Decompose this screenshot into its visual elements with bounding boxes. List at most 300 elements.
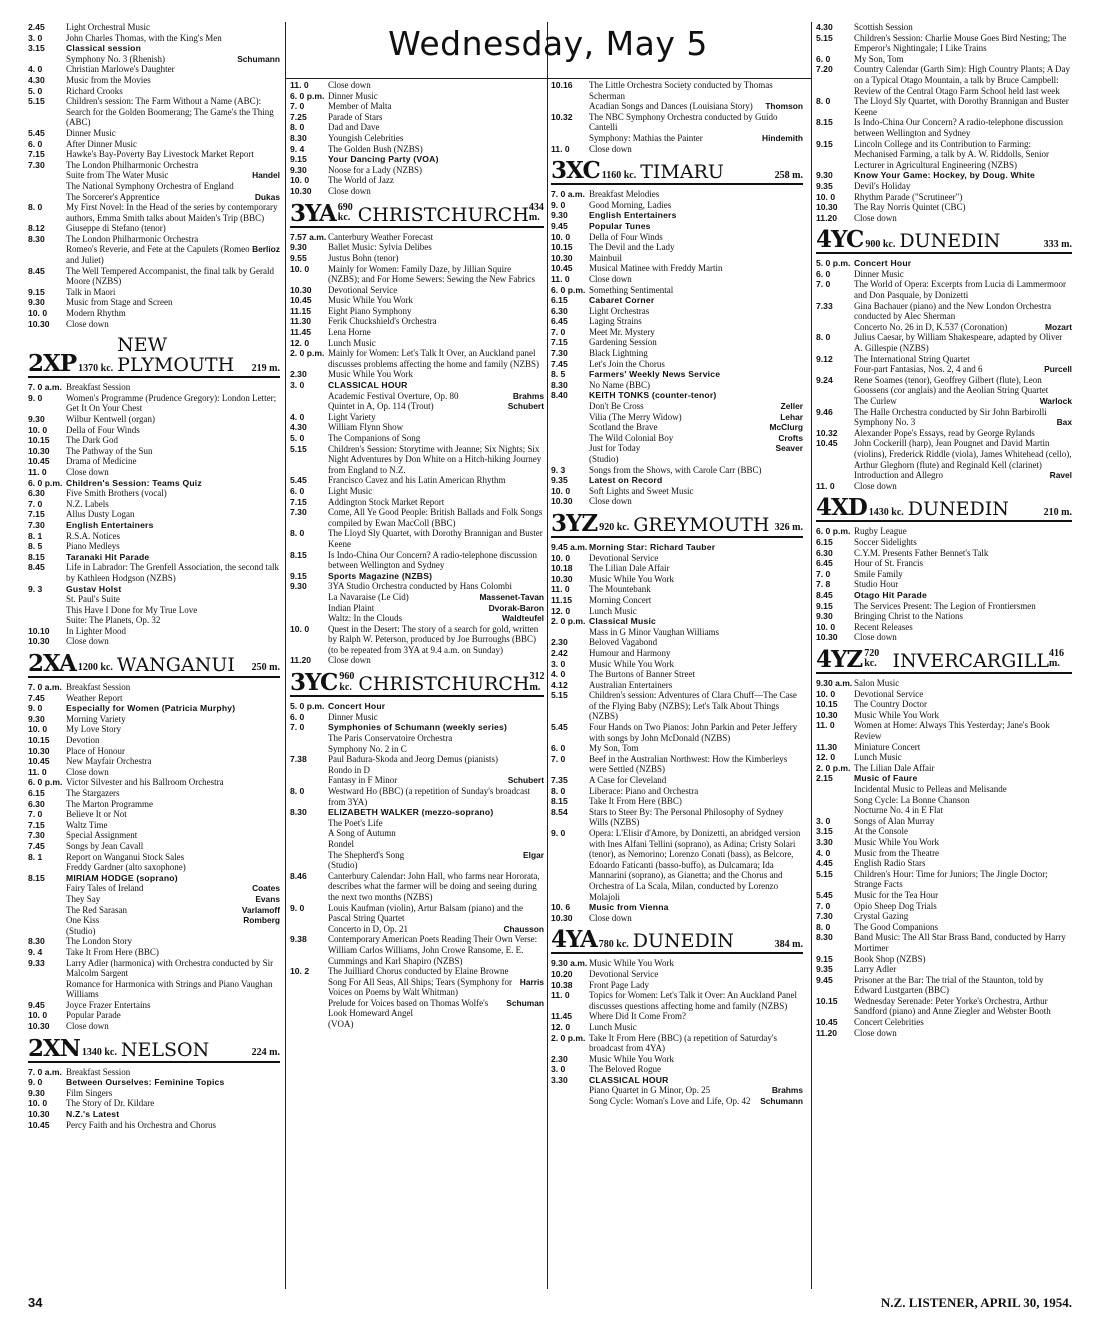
time-slot: 11. 0 [28, 466, 47, 477]
schedule-item [551, 112, 803, 133]
schedule-item [28, 43, 280, 54]
time-slot: 7. 0 [290, 101, 305, 112]
programme-title: Music for the Tea Hour [854, 889, 939, 900]
programme-title: Music from the Theatre [854, 847, 940, 858]
time-slot: 2.30 [551, 637, 568, 648]
schedule-item [28, 192, 280, 203]
schedule-item [551, 133, 803, 144]
station-block [551, 509, 803, 923]
programme-title: The Ray Norris Quintet (CBC) [854, 202, 966, 213]
schedule-item [816, 569, 1072, 580]
time-slot: 8. 0 [28, 202, 43, 213]
schedule-item [551, 796, 803, 807]
schedule-item [290, 754, 544, 765]
time-slot: 6. 0 [551, 743, 566, 754]
station-frequency: 1200 kc. [77, 662, 113, 674]
schedule-item [551, 669, 803, 680]
time-slot: 7. 0 a.m. [551, 189, 585, 200]
schedule-item [816, 548, 1072, 559]
schedule-item [28, 64, 280, 75]
schedule-item [816, 332, 1072, 353]
schedule-item [290, 507, 544, 528]
time-slot: 4.45 [816, 858, 833, 869]
time-slot: 2.42 [551, 647, 568, 658]
programme-title: Is Indo-China Our Concern? A radio-telephone discussion between Wellington and Sydney [854, 117, 1063, 138]
piece-title: Song Cycle: Woman's Love and Life, Op. 42 [589, 1096, 751, 1107]
schedule-list [551, 189, 803, 507]
schedule-item [816, 407, 1072, 418]
programme-title: Children's session: Adventures of Clara Chuff—The Case of the Flying Baby (NZBS); Let's Talk About Things (NZBS) [589, 690, 797, 722]
station-frequency: 920 kc. [599, 522, 630, 534]
composer-name: Schuman [506, 997, 544, 1008]
piece-title: Romeo's Reverie, and Fete at the Capulets (Romeo and Juliet) [66, 244, 250, 266]
time-slot: 8.15 [816, 117, 833, 128]
schedule-item [816, 258, 1072, 269]
time-slot: 10.30 [551, 496, 573, 507]
schedule-item [551, 465, 803, 476]
time-slot: 11.30 [816, 741, 838, 752]
programme-title: The London Philharmonic Orchestra [66, 233, 199, 244]
piece-title: Song For All Seas, All Ships; Tears (Symphony for Voices on Poems by Walt Whitman) [328, 976, 512, 998]
column-1 [28, 22, 280, 1130]
time-slot: 5. 0 p.m. [816, 258, 851, 269]
time-slot: 9.15 [290, 154, 307, 165]
time-slot: 7.30 [28, 159, 45, 170]
time-slot: 9.30 [28, 414, 45, 424]
time-slot: 9.35 [816, 964, 833, 975]
publication-line: N.Z. LISTENER, APRIL 30, 1954. [880, 1295, 1072, 1310]
time-slot: 5.15 [551, 690, 568, 701]
piece-title: Symphony No. 3 [854, 417, 916, 428]
schedule-item [28, 1067, 280, 1078]
programme-title: The Golden Bush (NZBS) [328, 143, 423, 154]
programme-title: Good Morning, Ladies [589, 199, 672, 210]
schedule-item [290, 655, 544, 666]
schedule-item [290, 144, 544, 155]
time-slot: 7.33 [816, 300, 833, 311]
time-slot: 11.20 [290, 655, 312, 666]
composer-name: Schubert [507, 775, 544, 786]
time-slot: 9. 0 [28, 392, 43, 403]
composer-name: Berlioz [252, 244, 280, 255]
time-slot: 3. 0 [551, 1064, 566, 1075]
schedule-item [28, 1000, 280, 1011]
time-slot: 3. 0 [551, 658, 566, 669]
time-slot: 4. 0 [290, 411, 305, 422]
station-header [290, 669, 545, 697]
piece-title: The Sorcerer's Apprentice [66, 191, 160, 202]
schedule-item [551, 913, 803, 924]
programme-title: Devil's Holiday [854, 180, 911, 191]
schedule-item [551, 542, 803, 553]
time-slot: 9.45 [28, 999, 45, 1010]
schedule-item: Suite: The Planets, Op. 32 [66, 615, 161, 626]
programme-title: CLASSICAL HOUR [328, 380, 408, 391]
time-slot: 9.33 [28, 957, 45, 968]
time-slot: 10. 0 [551, 485, 571, 496]
time-slot: 2. 0 p.m. [551, 1032, 586, 1043]
programme-title: Victor Silvester and his Ballroom Orchestra [66, 777, 224, 788]
schedule-item [290, 581, 544, 592]
station-wavelength: 258 m. [774, 169, 803, 181]
schedule-item [28, 202, 280, 223]
time-slot: 8.30 [28, 233, 45, 244]
time-slot: 8. 5 [551, 369, 566, 380]
time-slot: 8. 0 [290, 528, 305, 539]
time-slot: 9. 0 [551, 828, 566, 838]
schedule-item [816, 279, 1072, 300]
programme-title: Children's Session: Charlie Mouse Goes Bird Nesting; The Emperor's Nightingale; I Like Trains [854, 32, 1067, 54]
programme-title: Concert Celebrities [854, 1017, 924, 1028]
programme-title: Della of Four Winds [66, 424, 140, 435]
schedule-item: A Song of Autumn [328, 828, 396, 839]
schedule-item [290, 295, 544, 306]
schedule-item [816, 354, 1072, 365]
station-city: CHRISTCHURCH [357, 203, 529, 226]
station-header [551, 926, 803, 954]
schedule-item [551, 232, 803, 243]
schedule-item [28, 746, 280, 757]
station-block [816, 494, 1072, 643]
schedule-item: Symphony No. 2 in C [328, 743, 407, 754]
schedule-item [28, 75, 280, 86]
programme-title: English Entertainers [66, 519, 154, 530]
schedule-item [551, 969, 803, 980]
schedule-list [290, 232, 544, 666]
station-wavelength: 250 m. [251, 662, 280, 674]
programme-title: Hawke's Bay-Poverty Bay Livestock Market Report [66, 149, 254, 160]
programme-title: Allus Dusty Logan [66, 509, 135, 520]
composer-name: Bax [1056, 417, 1072, 428]
time-slot: 9.38 [290, 934, 307, 945]
column-divider [811, 22, 812, 1289]
schedule-item [551, 327, 803, 338]
station-frequency: 1340 kc. [81, 1047, 117, 1059]
composer-name: Mozart [1045, 321, 1072, 332]
time-slot: 10.30 [28, 1109, 50, 1120]
time-slot: 8.30 [290, 807, 307, 818]
time-slot: 8. 0 [816, 332, 831, 343]
time-slot: 7. 0 [816, 568, 831, 579]
station-header [28, 1034, 280, 1063]
composer-name: Massenet-Tavan [479, 591, 544, 602]
station-callsign: 3YC [290, 669, 338, 697]
programme-title: Joyce Frazer Entertains [66, 999, 151, 1010]
column-2 [290, 80, 544, 1030]
programme-title: Where Did It Come From? [589, 1011, 686, 1022]
schedule-item [290, 786, 544, 807]
programme-title: Close down [66, 1021, 109, 1032]
time-slot: 9. 0 [551, 199, 566, 210]
time-slot: 7.15 [28, 509, 45, 520]
time-slot: 10.30 [28, 636, 50, 647]
programme-title: Wilbur Kentwell (organ) [66, 414, 155, 424]
schedule-item [816, 579, 1072, 590]
column-divider [285, 22, 286, 1289]
programme-title: The Lloyd Sly Quartet, with Dorothy Brannigan and Buster Keene [328, 528, 543, 549]
programme-title: Musical Matinee with Freddy Martin [589, 263, 723, 274]
schedule-item [551, 1022, 803, 1033]
schedule-item [28, 22, 280, 33]
composer-name: Crofts [778, 432, 803, 443]
composer-name: Dvorak-Baron [488, 602, 544, 613]
time-slot: 4. 0 [551, 669, 566, 680]
programme-title: Farmers' Weekly News Service [589, 369, 721, 380]
schedule-item [551, 422, 803, 433]
time-slot: 7. 0 [816, 279, 831, 290]
time-slot: 6. 0 p.m. [551, 284, 586, 295]
composer-name: Lehar [780, 411, 803, 422]
schedule-item [28, 382, 280, 393]
composer-name: Zeller [780, 401, 803, 412]
time-slot: 8.15 [290, 549, 307, 560]
programme-title: Songs of Alan Murray [854, 815, 935, 826]
schedule-item [551, 486, 803, 497]
station-block [816, 646, 1072, 1038]
programme-title: Meet Mr. Mystery [589, 326, 655, 337]
time-slot: 9.45 [551, 220, 568, 231]
schedule-item [816, 773, 1072, 784]
programme-title: The Well Tempered Accompanist, the final talk by Gerald Moore (NZBS) [66, 265, 274, 287]
schedule-item [816, 170, 1072, 181]
station-callsign: 3YZ [551, 509, 598, 537]
composer-name: Coates [252, 883, 280, 894]
time-slot: 10.30 [816, 709, 838, 720]
programme-title: The Mountebank [589, 584, 651, 595]
schedule-item [28, 509, 280, 520]
schedule-item [551, 210, 803, 221]
programme-title: Close down [589, 273, 632, 284]
schedule-item [551, 316, 803, 327]
schedule-item: (Studio) [66, 925, 96, 936]
schedule-item [816, 964, 1072, 975]
schedule-item [28, 703, 280, 714]
station-frequency: 780 kc. [598, 938, 629, 950]
schedule-item [28, 915, 280, 926]
programme-title: Children's Session: Storytime with Jeanne; Six Nights; Six Night Adventures by Don White on a Hitch-hiking Journey from England to N.Z. [328, 443, 542, 475]
schedule-item [290, 186, 544, 197]
time-slot: 9. 4 [290, 143, 305, 154]
programme-title: The Dark God [66, 435, 118, 446]
time-slot: 10. 0 [816, 688, 836, 699]
programme-title: Ferik Chuckshield's Orchestra [328, 316, 437, 327]
schedule-item [551, 1096, 803, 1107]
programme-title: Richard Crooks [66, 85, 123, 96]
time-slot: 5.45 [290, 475, 307, 486]
time-slot: 10.30 [28, 318, 50, 329]
schedule-list [28, 1067, 280, 1131]
time-slot: 9.45 a.m. [551, 541, 588, 552]
schedule-item [28, 319, 280, 330]
schedule-item [816, 622, 1072, 633]
time-slot: 11. 0 [28, 766, 47, 777]
programme-title: Soft Lights and Sweet Music [589, 485, 694, 496]
schedule-item [816, 33, 1072, 54]
programme-title: Breakfast Session [66, 682, 131, 693]
schedule-item [551, 553, 803, 564]
schedule-item [551, 253, 803, 264]
programme-title: No Name (BBC) [589, 379, 650, 390]
schedule-item [551, 980, 803, 991]
programme-title: Bringing Christ to the Nations [854, 611, 963, 622]
time-slot: 6. 0 p.m. [816, 526, 851, 537]
schedule-item [28, 714, 280, 725]
time-slot: 7.20 [816, 64, 833, 75]
programme-title: Believe It or Not [66, 809, 127, 820]
schedule-item [28, 777, 280, 788]
time-slot: 9.30 [551, 210, 568, 221]
time-slot: 10.45 [28, 1119, 50, 1130]
programme-title: Women's Programme (Prudence Gregory): London Letter; Get It On Your Chest [66, 392, 277, 414]
schedule-item [551, 584, 803, 595]
time-slot: 9.30 [28, 1087, 45, 1098]
time-slot: 7. 0 a.m. [28, 1066, 62, 1077]
programme-title: Come, All Ye Good People: British Ballads and Folk Songs compiled by Ewan MacColl (BBC) [328, 507, 543, 528]
programme-title: Front Page Lady [589, 979, 649, 990]
schedule-item [290, 306, 544, 317]
time-slot: 6. 0 [28, 138, 43, 149]
time-slot: 7.57 a.m. [290, 231, 327, 242]
time-slot: 10.30 [551, 252, 573, 263]
schedule-item [290, 850, 544, 861]
time-slot: 9.30 [816, 611, 833, 622]
programme-title: My First Novel: In the Head of the series by contemporary authors, Emma Smith talks about Maiden's Trip (BBC) [66, 202, 278, 223]
programme-title: Stars to Steer By: The Personal Philosophy of Sydney Wills (NZBS) [589, 806, 784, 828]
programme-title: Close down [589, 496, 632, 507]
station-wavelength: 326 m. [774, 522, 803, 534]
programme-title: Addington Stock Market Report [328, 496, 445, 507]
programme-title: English Entertainers [589, 210, 677, 221]
schedule-item: Song Cycle: La Bonne Chanson [854, 794, 970, 805]
schedule-item [28, 873, 280, 884]
time-slot: 8. 5 [28, 541, 43, 552]
time-slot: 6.30 [816, 547, 833, 558]
time-slot: 7. 0 [28, 809, 43, 820]
schedule-item [816, 611, 1072, 622]
schedule-item [816, 1028, 1072, 1039]
schedule-item [28, 456, 280, 467]
piece-title: Academic Festival Overture, Op. 80 [328, 390, 459, 401]
schedule-item [551, 786, 803, 797]
schedule-item [551, 1075, 803, 1086]
time-slot: 10.18 [551, 563, 573, 574]
schedule-item [290, 486, 544, 497]
schedule-item [816, 117, 1072, 138]
programme-title: Talk in Maori [66, 286, 116, 297]
schedule-item [28, 841, 280, 852]
time-slot: 7. 0 a.m. [28, 382, 62, 393]
programme-title: Songs by Jean Cavall [66, 840, 144, 851]
programme-title: Drama of Medicine [66, 456, 137, 467]
schedule-item [28, 799, 280, 810]
programme-title: Gardening Session [589, 337, 657, 348]
programme-title: Women at Home: Always This Yesterday; Jane's Book Review [854, 720, 1050, 742]
programme-title: C.Y.M. Presents Father Bennet's Talk [854, 547, 989, 558]
schedule-item [290, 133, 544, 144]
time-slot: 9.15 [816, 953, 833, 964]
schedule-item [290, 175, 544, 186]
station-frequency: 1160 kc. [601, 169, 637, 181]
station-city: NELSON [120, 1038, 210, 1061]
time-slot: 3. 0 [816, 815, 831, 826]
programme-title: Member of Malta [328, 101, 392, 112]
programme-title: Light Music [328, 485, 373, 496]
time-slot: 10. 0 [551, 231, 571, 242]
schedule-item [551, 369, 803, 380]
schedule-item [290, 475, 544, 486]
time-slot: 8.30 [290, 132, 307, 143]
schedule-item [551, 221, 803, 232]
time-slot: 3.15 [28, 43, 45, 54]
schedule-item [816, 858, 1072, 869]
time-slot: 12. 0 [551, 605, 571, 616]
programme-title: CLASSICAL HOUR [589, 1074, 669, 1085]
schedule-item [290, 242, 544, 253]
time-slot: 10.30 [290, 284, 312, 295]
programme-title: Morning Concert [589, 594, 652, 605]
schedule-item [816, 601, 1072, 612]
time-slot: 4.30 [28, 74, 45, 85]
station-block [290, 669, 545, 1030]
time-slot: 6.15 [816, 536, 833, 547]
schedule-item: Romance for Harmonica with Strings and Piano Vaughan Williams [66, 978, 273, 1000]
programme-title: Close down [66, 466, 109, 477]
schedule-item [816, 816, 1072, 827]
time-slot: 8.45 [816, 589, 833, 600]
programme-title: Rene Soames (tenor), Geoffrey Gilbert (flute), Leon Goossens (cor anglais) and the Aeolian String Quartet [854, 374, 1049, 396]
time-slot: 6. 0 [290, 485, 305, 496]
programme-title: Breakfast Session [66, 382, 131, 393]
schedule-item: (Studio) [589, 454, 619, 464]
schedule-item [28, 905, 280, 916]
time-slot: 10.30 [551, 912, 573, 923]
schedule-item [551, 189, 803, 200]
page-title: Wednesday, May 5 [388, 24, 708, 63]
time-slot: 10. 0 [290, 175, 310, 186]
schedule-item [816, 632, 1072, 643]
time-slot: 8.30 [28, 936, 45, 947]
schedule-item [290, 934, 544, 966]
programme-title: The Lloyd Sly Quartet, with Dorothy Brannigan and Buster Keene [854, 96, 1069, 117]
schedule-item [28, 287, 280, 298]
schedule-item [816, 837, 1072, 848]
station-header [28, 650, 280, 678]
station-callsign: 3XC [551, 157, 600, 185]
station-frequency: 960 kc. [339, 671, 355, 693]
composer-name: Romberg [243, 915, 280, 926]
piece-title: Concerto in D, Op. 21 [328, 923, 408, 934]
schedule-item: St. Paul's Suite [66, 594, 120, 605]
time-slot: 9.30 [290, 164, 307, 175]
schedule-item [290, 977, 544, 998]
time-slot: 3. 0 [290, 380, 305, 391]
time-slot: 10.30 [551, 573, 573, 584]
schedule-item [290, 369, 544, 380]
schedule-item [28, 724, 280, 735]
piece-title: Piano Quartet in G Minor, Op. 25 [589, 1085, 711, 1096]
time-slot: 10.45 [816, 438, 838, 449]
programme-title: Recent Releases [854, 621, 913, 632]
schedule-item [816, 558, 1072, 569]
time-slot: 8.30 [816, 932, 833, 943]
schedule-item [816, 710, 1072, 721]
schedule-item [290, 624, 544, 656]
schedule-item [551, 390, 803, 401]
time-slot: 9.15 [816, 138, 833, 149]
schedule-item [816, 975, 1072, 996]
schedule-item [28, 541, 280, 552]
time-slot: 7.30 [551, 348, 568, 359]
